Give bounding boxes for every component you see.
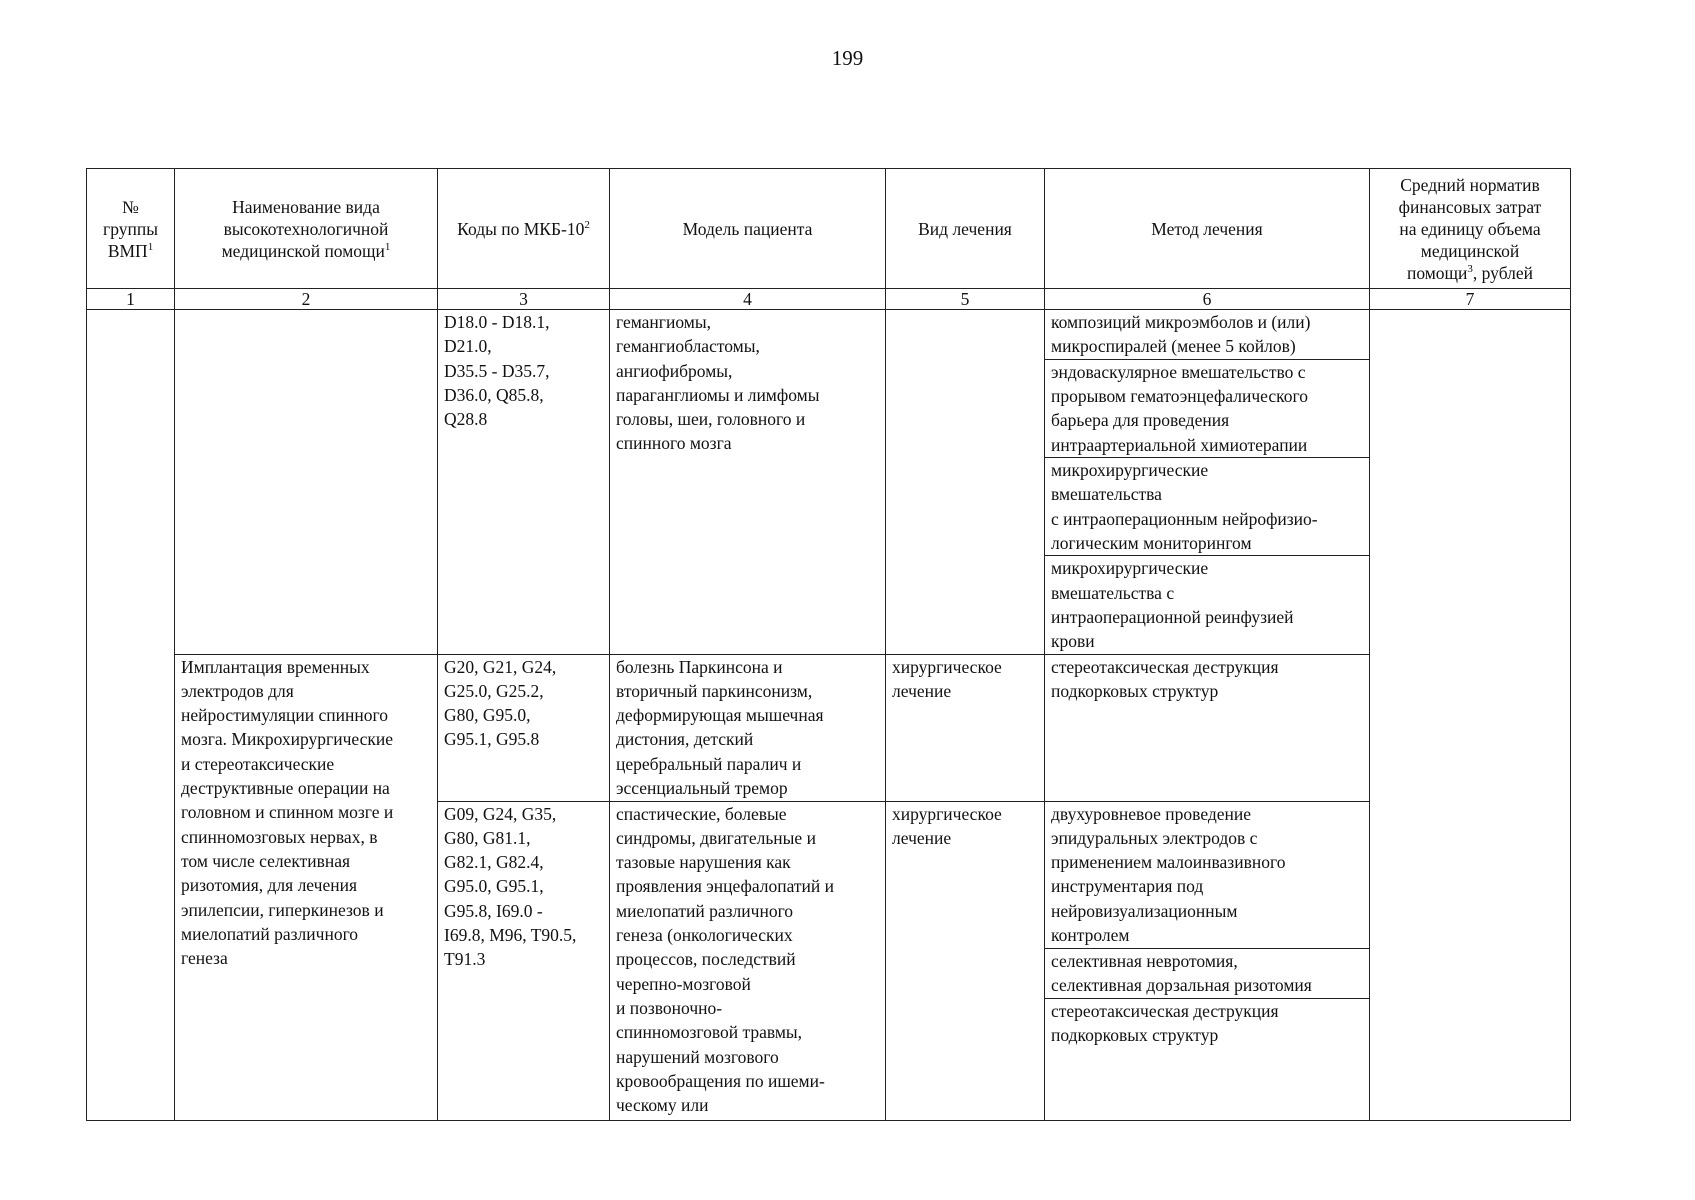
- method-cell: двухуровневое проведение эпидуральных электродов с применением малоинвазивного инструментария под нейровизуализационным контролем: [1045, 801, 1370, 948]
- treatment-type-cell: хирургическое лечение: [886, 654, 1045, 801]
- vmp-name-cell: [175, 310, 438, 655]
- mkb-codes-cell: G20, G21, G24, G25.0, G25.2, G80, G95.0, G95.1, G95.8: [438, 654, 610, 801]
- method-cell: композиций микроэмболов и (или) микроспиралей (менее 5 койлов): [1045, 310, 1370, 360]
- patient-model-cell: болезнь Паркинсона и вторичный паркинсонизм, деформирующая мышечная дистония, детский церебральный паралич и эссенциальный тремор: [610, 654, 886, 801]
- table-row: [87, 654, 1571, 801]
- header-row: [87, 169, 1571, 289]
- column-number: 1: [87, 289, 175, 310]
- patient-model-cell: гемангиомы, гемангиобластомы, ангиофибромы, параганглиомы и лимфомы головы, шеи, головного и спинного мозга: [610, 310, 886, 655]
- column-number: 5: [886, 289, 1045, 310]
- column-number: 2: [175, 289, 438, 310]
- patient-model-cell: спастические, болевые синдромы, двигательные и тазовые нарушения как проявления энцефалопатий и миелопатий различного генеза (онкологических процессов, последствий черепно-мозговой и позвоночно- спинномозговой травмы, нарушений мозгового кровообращения по ишеми- ческому или: [610, 801, 886, 1120]
- method-cell: эндоваскулярное вмешательство с прорывом гематоэнцефалического барьера для проведения интраартериальной химиотерапии: [1045, 359, 1370, 457]
- vmp-table: [86, 168, 1571, 1121]
- column-number: 3: [438, 289, 610, 310]
- column-number: 7: [1370, 289, 1571, 310]
- column-number: 6: [1045, 289, 1370, 310]
- group-number-cell: [87, 310, 175, 1121]
- mkb-codes-cell: D18.0 - D18.1, D21.0, D35.5 - D35.7, D36.0, Q85.8, Q28.8: [438, 310, 610, 655]
- mkb-codes-cell: G09, G24, G35, G80, G81.1, G82.1, G82.4, G95.0, G95.1, G95.8, I69.0 - I69.8, M96, T90.5, T91.3: [438, 801, 610, 1120]
- method-cell: селективная невротомия, селективная дорзальная ризотомия: [1045, 948, 1370, 998]
- method-cell: стереотаксическая деструкция подкорковых структур: [1045, 998, 1370, 1120]
- treatment-type-cell: хирургическое лечение: [886, 801, 1045, 1120]
- header-col-2: Наименование вида высокотехнологичной медицинской помощи$^1$: [175, 169, 438, 289]
- treatment-type-cell: [886, 310, 1045, 655]
- header-col-5: Вид лечения: [886, 169, 1045, 289]
- header-col-3: Коды по МКБ-$10^2$: [438, 169, 610, 289]
- method-cell: микрохирургические вмешательства с интраоперационным нейрофизио- логическим мониторингом: [1045, 457, 1370, 555]
- header-col-6: Метод лечения: [1045, 169, 1370, 289]
- table-row: [87, 310, 1571, 360]
- page-number: 199: [831, 46, 864, 70]
- method-cell: стереотаксическая деструкция подкорковых структур: [1045, 654, 1370, 801]
- column-number-row: [87, 289, 1571, 310]
- cost-norm-cell: [1370, 310, 1571, 1121]
- vmp-name-cell: Имплантация временных электродов для нейростимуляции спинного мозга. Микрохирургические и стереотаксические деструктивные операции на головном и спинном мозге и спинномозговых нервах, в том числе селективная ризотомия, для лечения эпилепсии, гиперкинезов и миелопатий различного генеза: [175, 654, 438, 1120]
- header-col-7: Средний норматив финансовых затрат на единицу объема медицинской помощи$^3$, рублей: [1370, 169, 1571, 289]
- column-number: 4: [610, 289, 886, 310]
- header-col-4: Модель пациента: [610, 169, 886, 289]
- header-col-1: № группы ВМП$^1$: [87, 169, 175, 289]
- method-cell: микрохирургические вмешательства с интраоперационной реинфузией крови: [1045, 556, 1370, 654]
